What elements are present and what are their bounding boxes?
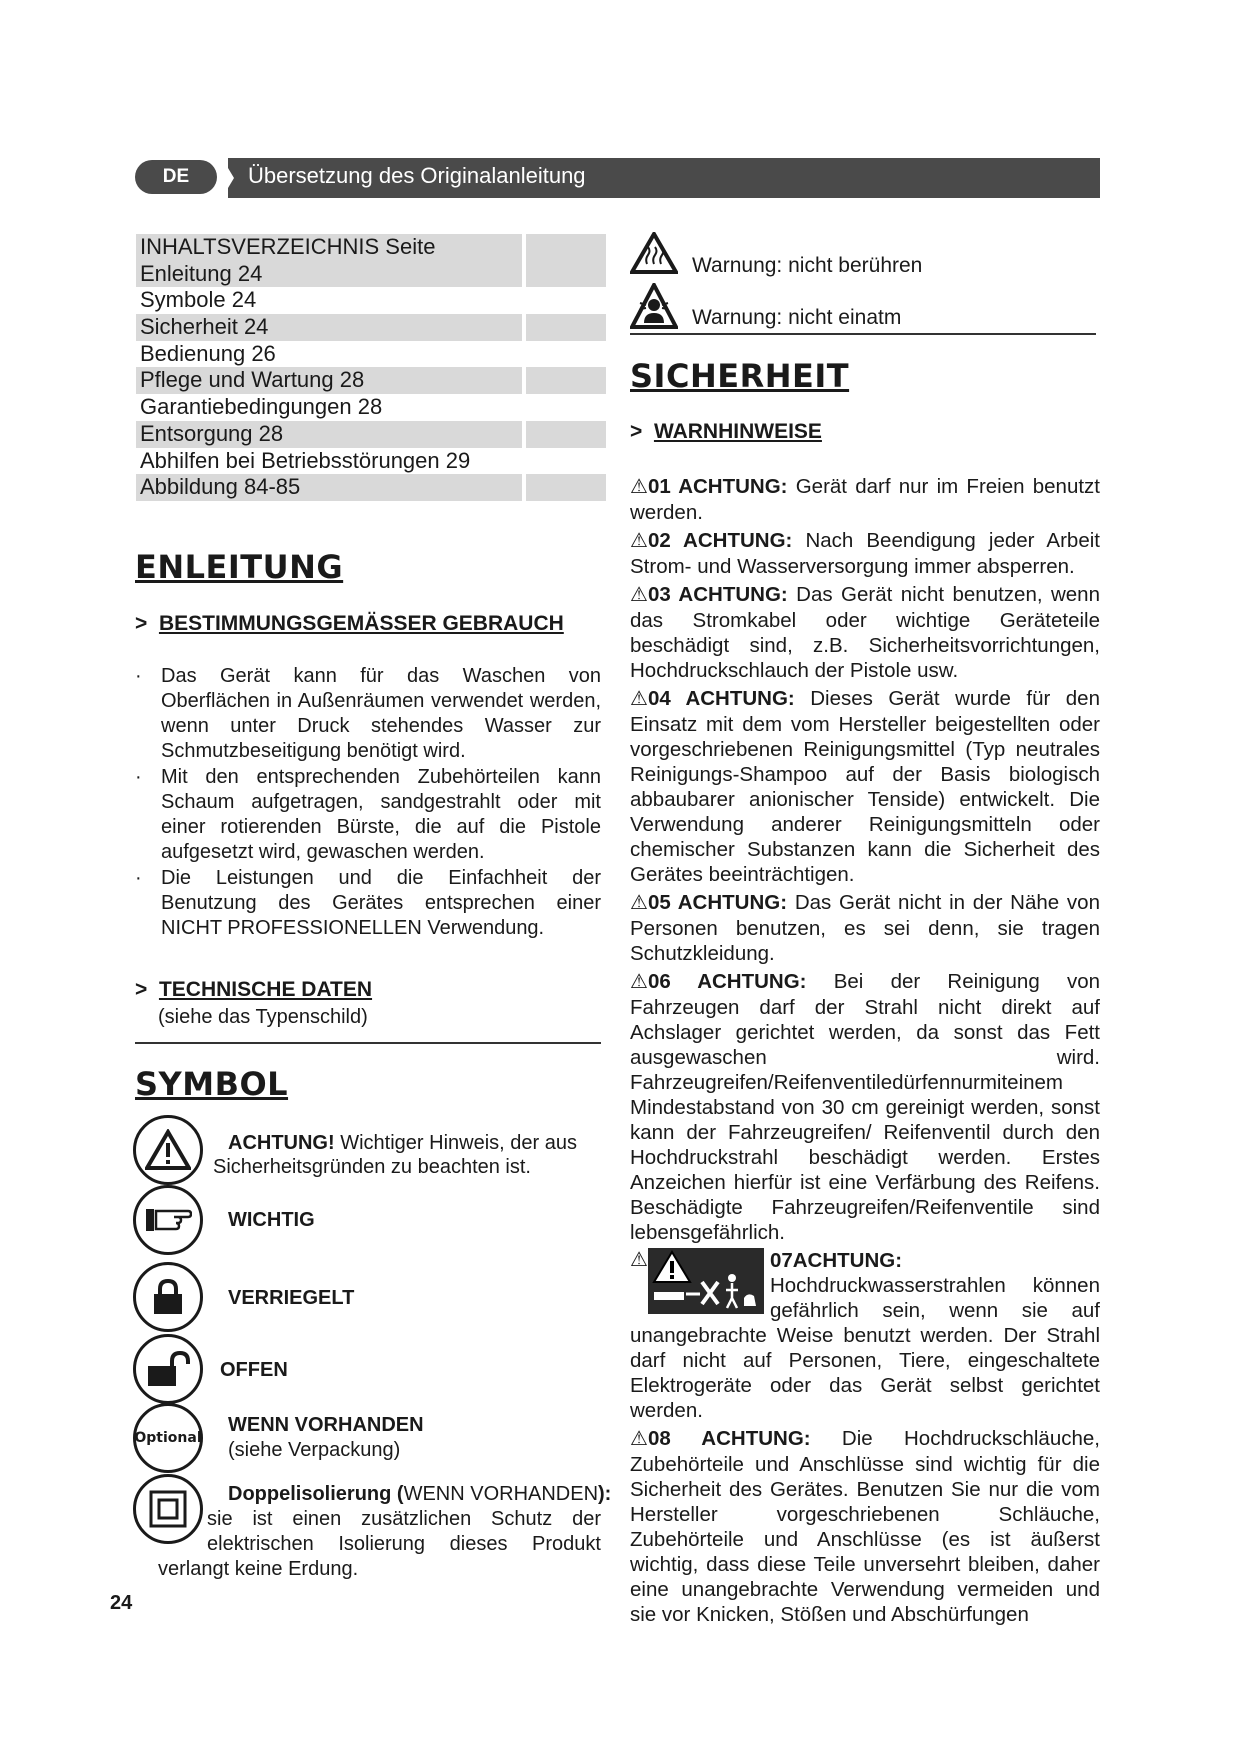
doppel-caps: WENN VORHANDEN (403, 1483, 599, 1505)
toc-row (136, 287, 606, 314)
item-text: Hochdruckwasserstrahlen können (769, 1274, 1100, 1297)
list-item: ⚠01 ACHTUNG: Gerät darf nur im Freien benutzt werden. (630, 475, 1100, 524)
symbol-doppel-line2: elektrischen Isolierung dieses Produkt (207, 1533, 601, 1555)
toc-item: Entsorgung 28 (136, 421, 522, 448)
achtung-text: Wichtiger Hinweis, der aus (334, 1132, 577, 1154)
subheading-bestimmung (135, 612, 564, 636)
toc-row (136, 314, 606, 341)
item-number: 08 ACHTUNG: (647, 1427, 811, 1450)
subheading-text: BESTIMMUNGSGEMÄSSER GEBRAUCH (158, 612, 564, 635)
list-item: ⚠04 ACHTUNG: Dieses Gerät wurde für den Einsatz mit dem vom Hersteller beigestellten oder vorgeschriebenen Reinigungsmittel (Typ neutrales Reinigungs-Shampoo auf der Basis biologisch abbaubarer anionischer Tenside) entwickelt. Die Verwendung anderer Reinigungsmitteln oder chemischer Substanzen kann die Sicherheit des Gerätes beeinträchtigen. (630, 687, 1100, 886)
symbol-wichtig: WICHTIG (228, 1209, 315, 1231)
item-text: Das Gerät nicht benutzen, wenn das Stromkabel oder wichtige Geräteteile beschädigt sind, z.B. Sicherheitsvorrichtungen, Hochdruckschlauch der Pistole usw. (630, 583, 1100, 682)
toc-row (136, 394, 606, 421)
toc-item: Sicherheit 24 (136, 314, 522, 341)
section-heading-symbol: SYMBOL (135, 1065, 289, 1103)
item-number: 03 ACHTUNG: (647, 583, 788, 606)
doppel-close: ): (598, 1483, 612, 1505)
achtung-label: ACHTUNG! (228, 1132, 335, 1154)
section-heading-sicherheit: SICHERHEIT (630, 357, 850, 395)
toc-item: Enleitung 24 (136, 261, 522, 288)
arrow-marker: > (135, 612, 148, 635)
header-notch (222, 158, 234, 198)
toc-row (136, 367, 606, 394)
divider (135, 1042, 601, 1044)
toc-row (136, 261, 606, 288)
list-item: · Die Leistungen und die Einfachheit der Benutzung des Gerätes entsprechen einer NICHT PROFESSIONELLEN Verwendung. (135, 866, 601, 941)
toc-row (136, 474, 606, 501)
toc-row (136, 448, 606, 475)
symbol-achtung-line2: Sicherheitsgründen zu beachten ist. (213, 1156, 531, 1178)
item-number: 01 ACHTUNG: (647, 475, 788, 498)
symbol-achtung-line1 (228, 1131, 577, 1156)
symbol-offen: OFFEN (220, 1359, 288, 1381)
toc-item: Symbole 24 (140, 287, 257, 313)
item-number: 05 ACHTUNG: (647, 891, 788, 914)
warning-triangle-icon (133, 1115, 203, 1185)
doppel-bold: Doppelisolierung ( (228, 1483, 404, 1505)
toc-item: Garantiebedingungen 28 (140, 394, 383, 420)
symbol-verpackung: (siehe Verpackung) (228, 1439, 401, 1461)
item-text: Nach Beendigung jeder Arbeit Strom- und Wasserversorgung immer absperren. (630, 529, 1100, 578)
divider (630, 333, 1096, 335)
list-item: ⚠02 ACHTUNG: Nach Beendigung jeder Arbeit Strom- und Wasserversorgung immer absperren. (630, 529, 1100, 578)
no-spray-pictogram-icon (648, 1248, 764, 1314)
toc-item: Abbildung 84-85 (136, 474, 522, 501)
item-07-icons: ⚠ (630, 1248, 764, 1314)
toc-row (136, 341, 606, 368)
item-text: unangebrachte Weise benutzt werden. Der Strahl darf nicht auf Personen, Tiere, eingeschaltete Elektrogeräte oder das Gerät selbst gerichtet werden. (630, 1324, 1100, 1422)
usage-bullets (135, 664, 601, 941)
arrow-marker: > (630, 420, 643, 443)
language-badge: DE (135, 160, 217, 194)
item-number: 04 ACHTUNG: (647, 687, 795, 710)
list-item: ⚠03 ACHTUNG: Das Gerät nicht benutzen, wenn das Stromkabel oder wichtige Geräteteile beschädigt sind, z.B. Sicherheitsvorrichtungen, Hochdruckschlauch der Pistole usw. (630, 583, 1100, 682)
table-of-contents (136, 234, 606, 501)
pointing-hand-icon (133, 1185, 203, 1255)
symbol-doppel-line3: verlangt keine Erdung. (158, 1558, 359, 1580)
list-item: · Mit den entsprechenden Zubehörteilen kann Schaum aufgetragen, sandgestrahlt oder mit einer rotierenden Bürste, die auf die Pistole aufgesetzt wird, gewaschen werden. (135, 765, 601, 865)
toc-row (136, 234, 606, 261)
toc-item: Bedienung 26 (140, 340, 276, 366)
list-item: · Das Gerät kann für das Waschen von Oberflächen in Außenräumen verwendet werden, wenn unter Druck stehendes Wasser zur Schmutzbeseitigung benötigt wird. (135, 664, 601, 764)
list-item: ⚠05 ACHTUNG: Das Gerät nicht in der Nähe von Personen benutzen, es sei denn, sie tragen Schutzkleidung. (630, 891, 1100, 965)
lock-open-icon (133, 1334, 203, 1404)
warning-list (630, 474, 1100, 1627)
subheading-text: WARNHINWEISE (653, 420, 822, 443)
symbol-doppel-line1: sie ist einen zusätzlichen Schutz der (207, 1508, 601, 1530)
item-number: 06 ACHTUNG: (647, 970, 807, 993)
toc-row (136, 421, 606, 448)
toc-item: INHALTSVERZEICHNIS Seite (136, 234, 522, 261)
subheading-technische-daten (135, 978, 372, 1002)
list-item: ⚠06 ACHTUNG: Bei der Reinigung von Fahrzeugen darf der Strahl nicht direkt auf Achslager gerichtet werden, da sonst das Fett ausgewaschen wird. Fahrzeugreifen/Reifenventiledürfennurmiteinem Mindestabstand von 30 cm gereinigt werden, sonst kann der Fahrzeugreifen/ Reifenventil durch den Hochdruckstrahl beschädigt werden. Erstes Anzeichen hierfür ist eine Verfärbung des Reifens. Beschädigte Fahrzeugreifen/Reifenventile sind lebensgefährlich. (630, 970, 1100, 1244)
header-title: Übersetzung des Originalanleitung (248, 163, 586, 188)
lock-closed-icon (133, 1262, 203, 1332)
symbol-doppelisolierung-title (228, 1482, 611, 1507)
hot-surface-warning-icon (630, 232, 678, 279)
list-item: ⚠08 ACHTUNG: Die Hochdruckschläuche, Zubehörteile und Anschlüsse sind wichtig für die Sicherheit des Gerätes. Benutzen Sie nur die vom Hersteller vorgeschriebenen Schläuche, Zubehörteile und Anschlüsse (es ist äußerst wichtig, dass diese Teile unversehrt bleiben, daher eine unangebrachte Verwendung vermeiden und sie vor Knicken, Stößen und Abschürfungen (630, 1427, 1100, 1626)
double-insulation-icon (133, 1474, 203, 1544)
section-heading-enleitung: ENLEITUNG (135, 548, 344, 586)
symbol-verriegelt: VERRIEGELT (228, 1287, 355, 1309)
list-item (630, 1248, 1100, 1423)
optional-badge-text: Optional (134, 1430, 202, 1446)
item-text: Das Gerät nicht in der Nähe von Personen benutzen, es sei denn, sie tragen Schutzkleidung. (630, 891, 1100, 965)
warning-do-not-inhale: Warnung: nicht einatm (692, 306, 902, 329)
subheading-text: TECHNISCHE DATEN (158, 978, 373, 1001)
item-text: Dieses Gerät wurde für den Einsatz mit dem vom Hersteller beigestellten oder vorgeschriebenen Reinigungsmittel (Typ neutrales Reinigungs-Shampoo auf der Basis biologisch abbaubarer anionischer Tenside) entwickelt. Die Verwendung anderer Reinigungsmitteln oder chemischer Substanzen kann die Sicherheit des Gerätes beeinträchtigen. (630, 687, 1100, 886)
subheading-warnhinweise (630, 420, 822, 444)
item-text: gefährlich sein, wenn sie auf (769, 1299, 1100, 1322)
inhalation-warning-icon (630, 283, 678, 334)
item-text: Gerät darf nur im Freien benutzt werden. (630, 475, 1100, 524)
item-text: Die Hochdruckschläuche, Zubehörteile und Anschlüsse sind wichtig für die Sicherheit des Gerätes. Benutzen Sie nur die vom Hersteller vorgeschriebenen Schläuche, Zubehörteile und Anschlüsse (es ist äußerst wichtig, dass diese Teile unversehrt bleiben, daher eine unangebrachte Verwendung vermeiden und sie vor Knicken, Stößen und Abschürfungen (630, 1427, 1100, 1626)
warning-do-not-touch: Warnung: nicht berühren (692, 254, 923, 277)
item-text: Bei der Reinigung von Fahrzeugen darf der Strahl nicht direkt auf Achslager gerichtet werden, da sonst das Fett ausgewaschen wird. Fahrzeugreifen/Reifenventiledürfennurmiteinem Mindestabstand von 30 cm gereinigt werden, sonst kann der Fahrzeugreifen/ Reifenventil durch den Hochdruckstrahl beschädigt werden. Erstes Anzeichen hierfür ist eine Verfärbung des Reifens. Beschädigte Fahrzeugreifen/Reifenventile sind lebensgefährlich. (630, 970, 1100, 1244)
item-number: 07ACHTUNG: (769, 1249, 903, 1272)
toc-item: Pflege und Wartung 28 (136, 367, 522, 394)
item-number: 02 ACHTUNG: (647, 529, 793, 552)
toc-item: Abhilfen bei Betriebsstörungen 29 (140, 447, 471, 473)
page-number: 24 (110, 1592, 133, 1614)
arrow-marker: > (135, 978, 148, 1001)
symbol-wenn-vorhanden: WENN VORHANDEN (228, 1414, 424, 1436)
technical-data-note: (siehe das Typenschild) (158, 1006, 368, 1028)
optional-badge-icon (133, 1403, 203, 1473)
